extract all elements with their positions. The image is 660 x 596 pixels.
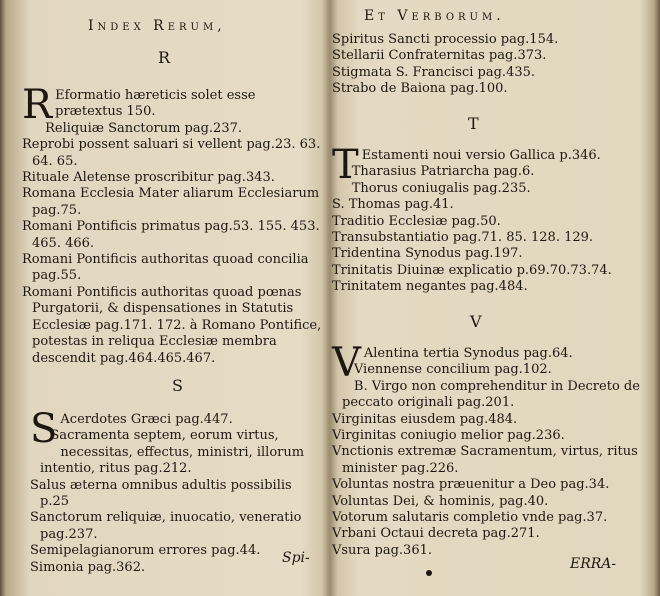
drop-cap-t: T (332, 142, 359, 188)
right-page (330, 0, 660, 596)
running-head-right: Et Verborum. (364, 8, 505, 24)
list-item: R Eformatio hæreticis solet esse prætextus 150. (22, 82, 256, 128)
list-item: Romani Pontificis authoritas quoad concilia pag.55. (22, 252, 309, 284)
list-item: Semipelagianorum errores pag.44. (30, 543, 261, 559)
list-item: Sacramenta septem, eorum virtus, necessitas, effectus, ministri, illorum intentio, ritus pag.212. (40, 428, 305, 477)
section-letter-v: V (470, 312, 482, 331)
list-item: Trinitatem negantes pag.484. (332, 279, 528, 295)
list-item: Trinitatis Diuinæ explicatio p.69.70.73.74. (332, 262, 612, 278)
list-item: Vnctionis extremæ Sacramentum, virtus, ritus minister pag.226. (332, 444, 638, 476)
list-item: Spiritus Sancti processio pag.154. (332, 32, 559, 47)
list-item: Romani Pontificis authoritas quoad pœnas Purgatorii, & dispensationes in Statutis Ecclesiæ pag.171. 172. à Romano Pontifice, potestas in reliqua Ecclesiæ membra descendit pag.464.465.467. (22, 284, 322, 366)
catchword-left: Spi- (282, 550, 310, 566)
list-item: Salus æterna omnibus adultis possibilis p.25 (30, 477, 292, 510)
entry-list-v (332, 340, 642, 559)
catchword-right: ERRA- (570, 556, 617, 572)
list-item: Romana Ecclesia Mater aliarum Ecclesiarum pag.75. (22, 186, 320, 218)
list-item: Simonia pag.362. (30, 559, 146, 575)
list-item: Transubstantiatio pag.71. 85. 128. 129. (332, 230, 594, 246)
list-item: Reliquiæ Sanctorum pag.237. (45, 120, 243, 136)
drop-cap-v: V (332, 340, 361, 386)
list-item: Strabo de Baiona pag.100. (332, 81, 508, 97)
list-item: Traditio Ecclesiæ pag.50. (332, 213, 501, 229)
list-item: Stigmata S. Francisci pag.435. (332, 64, 536, 80)
list-item: Vsura pag.361. (332, 542, 433, 558)
section-letter-t: T (468, 114, 479, 133)
running-head-left: Index Rerum, (88, 18, 226, 34)
section-letter-s: S (172, 376, 183, 395)
entry-list-s-continued (332, 32, 642, 98)
list-item: T Estamenti noui versio Gallica p.346. (332, 142, 601, 188)
list-item: Romani Pontificis primatus pag.53. 155. 453. 465. 466. (22, 219, 320, 251)
drop-cap-s: S (30, 406, 58, 452)
list-item: V Alentina tertia Synodus pag.64. (332, 340, 573, 386)
list-item: Viennense concilium pag.102. (353, 362, 552, 378)
drop-cap-r: R (22, 82, 53, 128)
page-ornament-dot (426, 570, 432, 576)
list-item: B. Virgo non comprehenditur in Decreto de peccato originali pag.201. (342, 378, 640, 411)
entry-list-s (30, 406, 322, 576)
list-item: Virginitas eiusdem pag.484. (332, 411, 518, 427)
list-item: S Acerdotes Græci pag.447. (30, 406, 233, 452)
list-item: Tharasius Patriarcha pag.6. (351, 164, 535, 180)
list-item: Tridentina Synodus pag.197. (332, 246, 523, 262)
list-item: Sanctorum reliquiæ, inuocatio, veneratio pag.237. (30, 510, 302, 542)
list-item: Reprobi possent saluari si vellent pag.23. 63. 64. 65. (22, 137, 321, 169)
list-item: Vrbani Octaui decreta pag.271. (332, 526, 540, 542)
list-item: S. Thomas pag.41. (332, 197, 454, 213)
list-item: Virginitas coniugio melior pag.236. (332, 428, 565, 444)
section-letter-r: R (158, 48, 171, 67)
entry-list-r (22, 82, 322, 367)
list-item: Votorum salutaris completio vnde pag.37. (332, 510, 608, 526)
list-item: Voluntas Dei, & hominis, pag.40. (332, 493, 549, 509)
list-item: Stellarii Confraternitas pag.373. (332, 48, 547, 64)
list-item: Thorus coniugalis pag.235. (351, 180, 531, 196)
entry-list-t (332, 142, 642, 296)
list-item: Rituale Aletense proscribitur pag.343. (22, 170, 275, 186)
list-item: Voluntas nostra præuenitur a Deo pag.34. (332, 477, 610, 493)
